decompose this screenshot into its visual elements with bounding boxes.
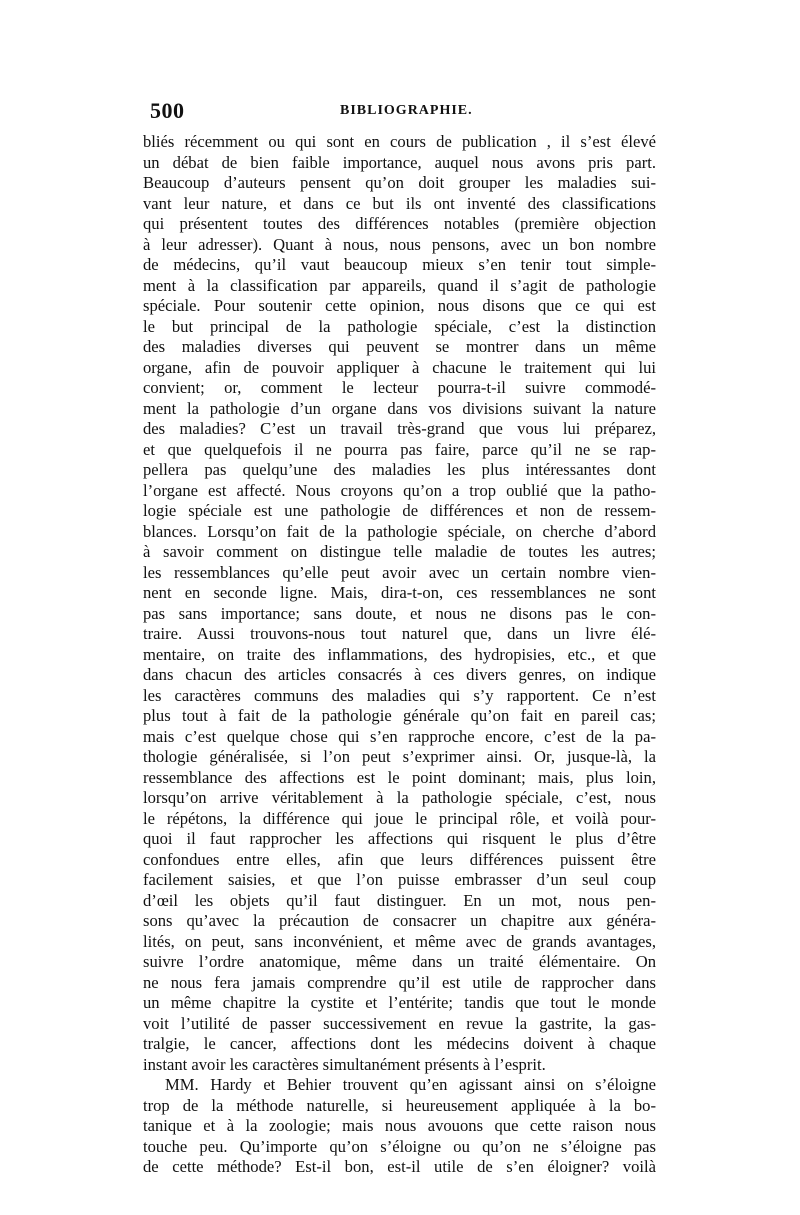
text-line: traire. Aussi trouvons-nous tout naturel que, dans un livre élé- xyxy=(143,624,656,643)
text-line: les ressemblances qu’elle peut avoir avec un certain nombre vien- xyxy=(143,562,656,582)
running-title: BIBLIOGRAPHIE. xyxy=(340,103,473,118)
text-line: thologie généralisée, si l’on peut s’exprimer ainsi. Or, jusque-là, la xyxy=(143,747,656,766)
text-line: nent en seconde ligne. Mais, dira-t-on, ces ressemblances ne sont xyxy=(143,583,656,602)
text-line: touche peu. Qu’importe qu’on s’éloigne ou qu’on ne s’éloigne pas xyxy=(143,1136,656,1156)
text-line: organe, afin de pouvoir appliquer à chacune le traitement qui lui xyxy=(143,357,656,377)
text-line: plus tout à fait de la pathologie générale qu’on fait en pareil cas; xyxy=(143,706,656,725)
text-line: le répétons, la différence qui joue le principal rôle, et voilà pour- xyxy=(143,808,656,828)
text-line: confondues entre elles, afin que leurs différences puissent être xyxy=(143,849,656,869)
text-line: tanique et à la zoologie; mais nous avouons que cette raison nous xyxy=(143,1116,656,1135)
text-line: spéciale. Pour soutenir cette opinion, nous disons que ce qui est xyxy=(143,296,656,315)
text-line: des maladies? C’est un travail très-grand que vous lui préparez, xyxy=(143,419,656,438)
text-line: lorsqu’on arrive véritablement à la pathologie spéciale, c’est, nous xyxy=(143,788,656,807)
text-line: lités, on peut, sans inconvénient, et même avec de grands avantages, xyxy=(143,931,656,951)
text-line: tralgie, le cancer, affections dont les médecins doivent à chaque xyxy=(143,1034,656,1053)
text-line: le but principal de la pathologie spéciale, c’est la distinction xyxy=(143,316,656,336)
text-line: et que quelquefois il ne pourra pas faire, parce qu’il ne se rap- xyxy=(143,439,656,459)
text-line: logie spéciale est une pathologie de différences et non de ressem- xyxy=(143,501,656,520)
text-line: de cette méthode? Est-il bon, est-il utile de s’en éloigner? voilà xyxy=(143,1157,656,1176)
text-line: ment la pathologie d’un organe dans vos divisions suivant la nature xyxy=(143,398,656,418)
text-line: MM. Hardy et Behier trouvent qu’en agissant ainsi on s’éloigne xyxy=(165,1075,656,1094)
text-line: facilement saisies, et que l’on puisse embrasser d’un seul coup xyxy=(143,870,656,889)
text-line: mais c’est quelque chose qui s’en rapproche encore, c’est de la pa- xyxy=(143,726,656,746)
text-line: instant avoir les caractères simultanément présents à l’esprit. xyxy=(143,1054,546,1074)
text-line: d’œil les objets qu’il faut distinguer. En un mot, nous pen- xyxy=(143,890,656,910)
text-line: voit l’utilité de passer successivement en revue la gastrite, la gas- xyxy=(143,1013,656,1033)
text-line: sons qu’avec la précaution de consacrer un chapitre aux généra- xyxy=(143,911,656,930)
text-line: à leur adresser). Quant à nous, nous pensons, avec un bon nombre xyxy=(143,234,656,254)
text-line: un même chapitre la cystite et l’entérite; tandis que tout le monde xyxy=(143,993,656,1012)
text-line: pas sans importance; sans doute, et nous ne disons pas le con- xyxy=(143,603,656,623)
text-line: mentaire, on traite des inflammations, des hydropisies, etc., et que xyxy=(143,644,656,664)
text-line: un débat de bien faible importance, auquel nous avons pris part. xyxy=(143,152,656,172)
text-line: des maladies diverses qui peuvent se montrer dans un même xyxy=(143,337,656,356)
page-number: 500 xyxy=(150,98,185,123)
body-text xyxy=(143,132,656,1178)
text-line: trop de la méthode naturelle, si heureusement appliquée à la bo- xyxy=(143,1095,656,1115)
text-line: les caractères communs des maladies qui s’y rapportent. Ce n’est xyxy=(143,685,656,705)
text-line: qui présentent toutes des différences notables (première objection xyxy=(143,214,656,233)
text-line: ressemblance des affections est le point dominant; mais, plus loin, xyxy=(143,767,656,787)
page-header xyxy=(150,98,655,126)
text-line: ment à la classification par appareils, quand il s’agit de pathologie xyxy=(143,275,656,295)
text-line: l’organe est affecté. Nous croyons qu’on a trop oublié que la patho- xyxy=(143,480,656,500)
text-line: blances. Lorsqu’on fait de la pathologie spéciale, on cherche d’abord xyxy=(143,521,656,541)
text-line: pellera pas quelqu’une des maladies les plus intéressantes dont xyxy=(143,460,656,479)
text-line: suivre l’ordre anatomique, même dans un traité élémentaire. On xyxy=(143,952,656,971)
text-line: bliés récemment ou qui sont en cours de publication , il s’est élevé xyxy=(143,132,656,151)
text-line: de médecins, qu’il vaut beaucoup mieux s’en tenir tout simple- xyxy=(143,255,656,274)
text-line: vant leur nature, et dans ce but ils ont inventé des classifications xyxy=(143,193,656,213)
text-line: convient; or, comment le lecteur pourra-t-il suivre commodé- xyxy=(143,378,656,397)
text-line: dans chacun des articles consacrés à ces divers genres, on indique xyxy=(143,665,656,684)
text-line: ne nous fera jamais comprendre qu’il est utile de rapprocher dans xyxy=(143,972,656,992)
text-line: Beaucoup d’auteurs pensent qu’on doit grouper les maladies sui- xyxy=(143,173,656,192)
text-line: à savoir comment on distingue telle maladie de toutes les autres; xyxy=(143,542,656,561)
text-line: quoi il faut rapprocher les affections qui risquent le plus d’être xyxy=(143,829,656,848)
